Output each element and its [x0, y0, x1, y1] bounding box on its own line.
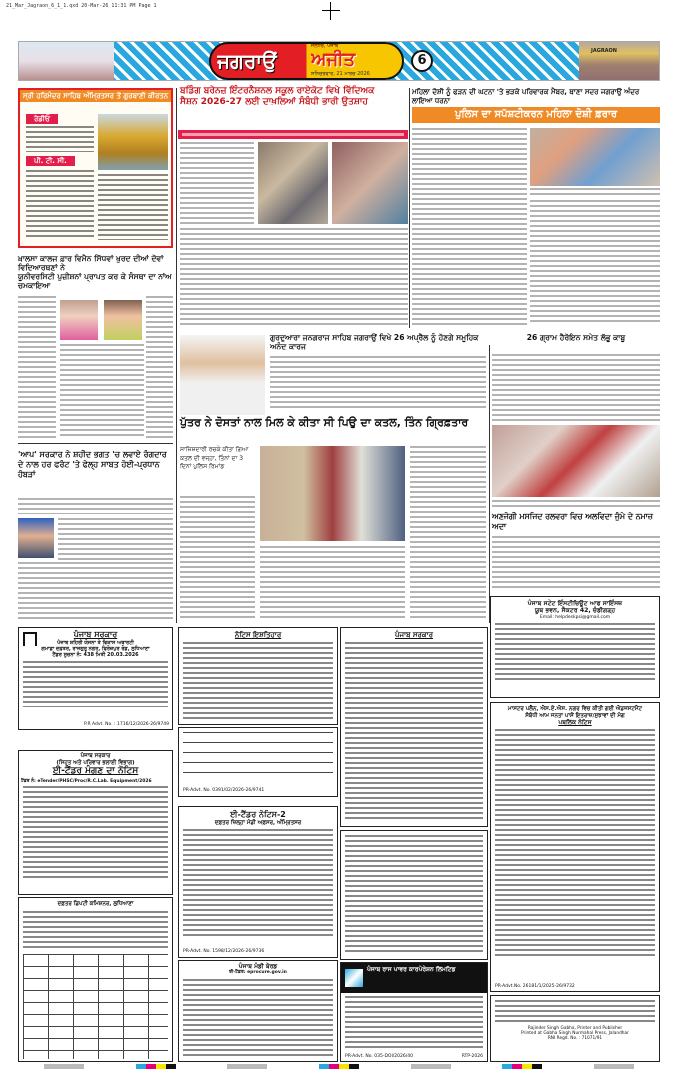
aap-text — [18, 498, 173, 514]
masjid-headline: ਅਣਜੋਗੀ ਮਸਜਿਦ ਰਲਵਰਾ ਵਿਚ ਅਲਵਿਦਾ ਜੁੰਮੇ ਦੇ ਨਮਾਜ਼ ਅਦਾ — [492, 512, 653, 531]
ptc-tag: ਪੀ. ਟੀ. ਸੀ. — [26, 156, 75, 166]
ad-master-plan — [490, 702, 660, 992]
ad-tender-table — [178, 727, 338, 797]
aap-text — [18, 562, 173, 622]
pstcl-logo-icon — [345, 969, 363, 987]
imprint-printed: Printed at Gabha Singh Nurmahal Press, Jalandhar — [521, 1031, 629, 1036]
ptc-schedule — [26, 170, 94, 240]
murder-text — [260, 546, 405, 621]
pr-number: PR-Advt.No. 26181/1/2025-26/9732 — [495, 984, 575, 989]
masjid-text — [492, 536, 660, 590]
ad-body — [183, 829, 333, 937]
ad-body — [345, 996, 483, 1048]
imprint-regd: RNI Regd. No. : 71071/91 — [547, 1036, 603, 1041]
aap-text — [58, 518, 173, 560]
crop-mark — [322, 10, 340, 11]
date: ਸ਼ਨਿਚਰਵਾਰ, 21 ਮਾਰਚ 2026 — [311, 71, 370, 77]
ad-title: ਦਫ਼ਤਰ ਡਿਪਟੀ ਕਮਿਸ਼ਨਰ, ਲੁਧਿਆਣਾ — [57, 901, 134, 907]
heroin-text — [492, 354, 660, 421]
masthead-brand: ਅਜੀਤ — [311, 49, 356, 70]
radio-schedule — [26, 126, 94, 152]
protest-photo — [530, 128, 660, 186]
ad-punjab-govt-mid — [340, 627, 488, 827]
school-headline: ਸੈਸ਼ਨ 2026-27 ਲਈ ਦਾਖ਼ਲਿਆਂ ਸੰਬੰਧੀ ਭਾਰੀ ਉਤਸ਼ਾਹ — [180, 96, 368, 107]
pr-number: P.R Advt. No. : 1716/12/2026-26/9749 — [84, 722, 169, 727]
imprint-box — [490, 995, 660, 1062]
ad-body — [495, 623, 655, 683]
ad-etender — [18, 750, 173, 895]
ad-body — [495, 729, 655, 959]
ad-heading: ਈ-ਟੈਂਡਰ ਮੰਗਣ ਦਾ ਨੋਟਿਸ — [52, 766, 139, 777]
khalsa-text — [18, 296, 56, 438]
ad-pstcl — [340, 962, 488, 1062]
pr-number: PR-Advt. No. 1598/12/2026-26/9736 — [183, 949, 265, 954]
school-headline: ਬਡਿੰਗ ਬਰੇਨਜ਼ ਇੰਟਰਨੈਸ਼ਨਲ ਸਕੂਲ ਰਾਏਕੋਟ ਵਿਖੇ ਵਿੱਦਿਅਕ — [180, 86, 375, 96]
ad-title: ਪੰਜਾਬ ਸਰਕਾਰ — [394, 631, 433, 639]
school-photo — [258, 142, 328, 224]
ad-auction-notice — [178, 627, 338, 725]
house-logo-icon — [23, 632, 37, 646]
ad-sub: ਦਫ਼ਤਰ ਜ਼ਿਲ੍ਹਾ ਮੰਡੀ ਅਫ਼ਸਰ, ਅੰਮ੍ਰਿਤਸਰ — [214, 819, 302, 826]
murder-text — [410, 446, 486, 621]
murder-bullet: ਸਾਜ਼ਿਸ਼ਦਾਰੀ ਰਚਕੇ ਕੀਤਾ ਗਿਆ ਕਤਲ ਦੀ ਵਜ੍ਹਾ, ਤਿੰਨਾਂ ਦਾ 3 ਦਿਨਾਂ ਪੁਲਿਸ ਰਿਮਾਂਡ — [180, 446, 249, 471]
ad-deputy-commissioner — [18, 897, 173, 1062]
police-headline-block — [412, 88, 660, 123]
khalsa-headline: ਖ਼ਾਲਸਾ ਕਾਲਜ ਫ਼ਾਰ ਵਿਮੈਨ ਸਿੱਧਵਾਂ ਖੁਰਦ ਦੀਆਂ ਦੋਵਾਂ ਵਿਦਿਆਰਥਣਾਂ ਨੇ — [18, 254, 164, 272]
imprint-notes — [495, 1000, 655, 1022]
student-photo — [60, 300, 98, 340]
tender-table — [23, 954, 168, 1059]
ad-body — [183, 979, 333, 1059]
print-slug: 21_Mar_Jagraon_6_1_1.qxd 20-Mar-26 11:31 PM Page 1 — [6, 3, 157, 9]
column-rule — [409, 88, 410, 328]
jagraon-sign-photo — [579, 42, 659, 80]
divider — [18, 443, 173, 444]
ad-title: ਪੰਜਾਬ ਸਰਕਾਰ — [73, 630, 118, 639]
arrest-photo — [260, 446, 405, 541]
kirtan-box — [18, 88, 173, 248]
imprint-publisher: Rajinder Singh Gabha, Printer and Publisher — [527, 1026, 623, 1031]
ad-title: ਪੰਜਾਬ ਰਾਜ ਪਾਵਰ ਕਾਰਪੋਰੇਸ਼ਨ ਲਿਮਟਿਡ — [367, 966, 456, 973]
edition: ਜਲੰਧਰ, ਪੰਜਾਬ — [311, 43, 339, 49]
ad-title: ਪੰਜਾਬ ਮੰਡੀ ਬੋਰਡ — [238, 963, 278, 970]
police-text — [412, 203, 527, 325]
ad-code: RTP-2026 — [461, 1054, 483, 1059]
ad-line: ਯੂਥ ਭਵਨ, ਸੈਕਟਰ 42, ਚੰਡੀਗੜ੍ਹ — [534, 607, 616, 615]
ad-body — [345, 642, 483, 820]
ad-line: ਟੈਂਡਰ ਸੂਚਨਾ ਨੰ: 438 ਮਿਤੀ 20.03.2026 — [52, 651, 139, 658]
pr-number: PR-Advt. No. 0391/02/2026-26/9741 — [183, 788, 265, 793]
ad-punjab-govt-housing — [18, 627, 173, 730]
ad-line: ਸੰਬੰਧੀ ਆਮ ਜਨਤਾ ਪਾਸੋਂ ਇਤਰਾਜ਼/ਸੁਝਾਵਾਂ ਦੀ ਮੰਗ — [525, 712, 625, 719]
radio-tag: ਰੇਡੀਓ — [26, 114, 58, 124]
leader-photo — [18, 518, 54, 558]
murder-text — [180, 496, 255, 620]
student-photo — [104, 300, 142, 340]
ad-etender-2 — [178, 806, 338, 958]
ad-email: Email: helpdeskpsi@gmail.com — [539, 614, 611, 620]
police-headline: ਪੁਲਿਸ ਦਾ ਸਪੱਸ਼ਟੀਕਰਨ ਮਹਿਲਾ ਦੋਸ਼ੀ ਫ਼ਰਾਰ — [412, 107, 660, 123]
crop-mark — [330, 2, 331, 20]
masthead-city: ਜਗਰਾਉਂ — [217, 49, 277, 73]
gurdwara-photo — [19, 42, 114, 80]
school-text — [180, 142, 254, 226]
ad-line: ਮਾਸਟਰ ਪਲੈਨ, ਐਸ.ਏ.ਐਸ. ਨਗਰ ਵਿਚ ਕੀਤੀ ਗਈ ਐਡਜਸਟਮੈਂਟ — [508, 706, 642, 712]
namaz-photo — [492, 425, 660, 497]
ad-line: ਗਮਾਡਾ ਦਫ਼ਤਰ, ਰਾਜਗੁਰੂ ਨਗਰ, ਫਿਰੋਜ਼ਪੁਰ ਰੋਡ, ਲੁਧਿਆਣਾ — [41, 645, 150, 652]
school-text — [180, 228, 408, 326]
police-text — [412, 128, 527, 200]
sign-text: JAGRAON — [591, 48, 617, 54]
khalsa-text — [60, 344, 144, 438]
ad-line: ਈ-ਟੈਂਡਰ: eprocure.gov.in — [229, 970, 287, 976]
masthead — [18, 41, 660, 81]
column-rule — [176, 88, 177, 623]
person-photo — [180, 335, 265, 415]
ad-body — [345, 835, 483, 955]
ad-line: ਪੰਜਾਬ ਸ਼ਹਿਰੀ ਯੋਜਨਾ ਤੇ ਵਿਕਾਸ ਅਥਾਰਟੀ — [57, 639, 134, 646]
ad-title: ਨੋਟਿਸ ਇਸ਼ਤਿਹਾਰ — [234, 631, 282, 639]
khalsa-text — [146, 296, 173, 438]
police-kicker: ਮਹਿਲਾ ਦੋਸ਼ੀ ਨੂੰ ਫੜਨ ਦੀ ਘਟਨਾ 'ਤੇ ਭੜਕੇ ਪਰਿਵਾਰਕ ਮੈਂਬਰ, ਥਾਣਾ ਸਦਰ ਜਗਰਾਉਂ ਅੰਦਰ ਲਾਇਆ ਧਰਨਾ — [412, 88, 640, 105]
school-headline-block — [180, 86, 408, 107]
anand-karaj-headline: ਗੁਰਦੁਆਰਾ ਜਨਗਰਾਜ ਸਾਹਿਬ ਜਗਰਾਉਂ ਵਿਖੇ 26 ਅਪ੍ਰੈਲ ਨੂੰ ਹੋਣਗੇ ਸਮੂਹਿਕ ਅਨੰਦ ਕਾਰਜ — [270, 333, 479, 351]
kirtan-title: ਸ੍ਰੀ ਹਰਿਮੰਦਰ ਸਾਹਿਬ ਅੰਮ੍ਰਿਤਸਰ ਤੋਂ ਗੁਰਬਾਣੀ ਕੀਰਤਨ — [20, 90, 171, 102]
ad-body — [23, 786, 168, 881]
ad-state-institute — [490, 596, 660, 698]
ad-heading: ਪਬਲਿਕ ਨੋਟਿਸ — [558, 719, 592, 727]
aap-headline-block — [18, 450, 173, 480]
school-strap — [178, 130, 408, 139]
ad-body — [183, 642, 333, 720]
aap-headline: 'ਆਪ' ਸਰਕਾਰ ਨੇ ਸ਼ਹੀਦ ਭਗਤ 'ਚ ਲਵਾਏ ਰੰਗਦਾਰ — [18, 450, 167, 459]
murder-headline: ਪੁੱਤਰ ਨੇ ਦੋਸਤਾਂ ਨਾਲ ਮਿਲ ਕੇ ਕੀਤਾ ਸੀ ਪਿਉ ਦਾ ਕਤਲ, ਤਿੰਨ ਗ੍ਰਿਫ਼ਤਾਰ — [180, 416, 469, 429]
photo-caption — [492, 500, 660, 508]
aap-headline: ਦੇ ਨਾਲ ਹਰ ਫਰੰਟ 'ਤੇ ਫੇਲ੍ਹ ਸਾਬਤ ਹੋਈ-ਪ੍ਰਧਾਨ ਹੰਬੜਾਂ — [18, 460, 160, 479]
tender-ref: ਟੈਂਡਰ ਨੰ: eTender/PHSC/Proc/R.C.Lab. Equipment/2026 — [21, 778, 152, 784]
kirtan-text — [98, 174, 168, 240]
ad-heading: ਈ-ਟੈਂਡਰ ਨੋਟਿਸ-2 — [230, 810, 286, 819]
school-photo — [332, 142, 408, 224]
anand-karaj-text — [270, 356, 486, 410]
ad-body — [23, 911, 168, 951]
page-number: 6 — [411, 50, 433, 72]
ad-mandi-board — [178, 960, 338, 1062]
color-registration-bar — [18, 1064, 660, 1069]
khalsa-headline: ਯੂਨੀਵਰਸਿਟੀ ਪੁਜ਼ੀਸ਼ਨਾਂ ਪ੍ਰਾਪਤ ਕਰ ਕੇ ਸੰਸਥਾ ਦਾ ਨਾਂਅ ਚਮਕਾਇਆ — [18, 272, 172, 290]
khalsa-headline-block — [18, 254, 173, 290]
police-text — [530, 200, 660, 325]
ad-title: ਪੰਜਾਬ ਸਟੇਟ ਇੰਸਟੀਚਿਊਟ ਆਫ ਸਾਇੰਸਜ਼ — [527, 600, 623, 607]
ad-sub: (ਸਿਹਤ ਅਤੇ ਪਰਿਵਾਰ ਭਲਾਈ ਵਿਭਾਗ) — [56, 759, 135, 766]
ad-body — [23, 661, 168, 707]
heroin-headline: 26 ਗ੍ਰਾਮ ਹੈਰੋਇਨ ਸਮੇਤ ਲੱਭੂ ਕਾਬੂ — [526, 333, 626, 342]
column-rule — [489, 345, 490, 623]
ad-notice — [340, 830, 488, 960]
golden-temple-photo — [98, 114, 168, 170]
photo-caption — [530, 188, 660, 196]
pr-number: PR-Advt. No. 035-DOI/2026/40 — [345, 1054, 413, 1059]
ad-title: ਪੰਜਾਬ ਸਰਕਾਰ — [80, 753, 111, 759]
